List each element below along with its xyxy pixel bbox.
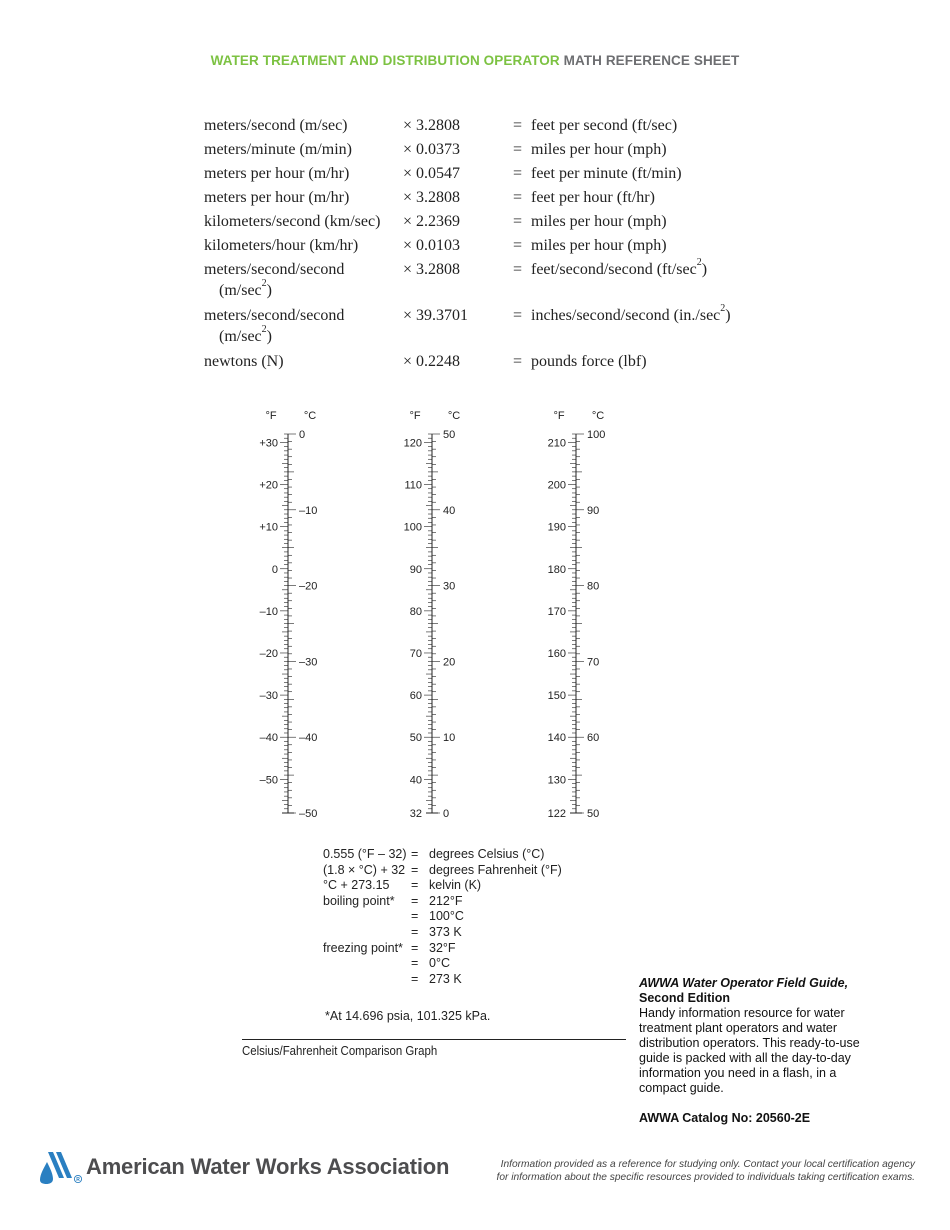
conversion-from: meters per hour (m/hr)	[204, 189, 350, 206]
conversion-from	[204, 305, 403, 347]
celsius-tick-label: 0	[443, 808, 450, 820]
formula-right: 100°C	[429, 909, 464, 924]
celsius-tick-label: 50	[587, 808, 600, 820]
conversion-equals: =	[513, 353, 523, 370]
disclaimer	[460, 1158, 915, 1184]
fahrenheit-tick-label: 130	[547, 774, 566, 787]
fahrenheit-tick-label: –50	[259, 774, 278, 787]
formula-row	[323, 847, 562, 863]
disclaimer-line: for information about the specific resources provided to individuals taking certification exams.	[496, 1172, 915, 1183]
conversion-row	[204, 235, 824, 256]
formula-row	[323, 941, 562, 957]
conversion-from: meters/second (m/sec)	[204, 117, 348, 134]
celsius-tick-label: –30	[299, 656, 318, 669]
conversion-result: miles per hour (mph)	[531, 237, 667, 254]
conversion-result: feet per hour (ft/hr)	[531, 189, 655, 206]
formula-left: 0.555 (°F – 32)	[323, 847, 407, 861]
conversion-from: kilometers/hour (km/hr)	[204, 237, 359, 254]
conversion-from-line1: meters/second/second	[204, 307, 345, 324]
conversion-result: miles per hour (mph)	[531, 141, 667, 158]
fahrenheit-tick-label: 100	[403, 521, 422, 534]
formula-left	[323, 956, 411, 972]
formula-equals: =	[411, 940, 419, 955]
fahrenheit-tick-label: 90	[409, 563, 422, 576]
fahrenheit-tick-label: 0	[271, 563, 278, 576]
promo-catalog: AWWA Catalog No: 20560-2E	[639, 1111, 811, 1125]
fahrenheit-tick-label: 190	[547, 521, 566, 534]
formula-right: 212°F	[429, 893, 463, 908]
fahrenheit-unit-label: °F	[265, 410, 277, 422]
formula-equals: =	[411, 847, 419, 861]
conversion-factor: × 3.2808	[403, 117, 461, 134]
fahrenheit-tick-label: +30	[259, 437, 278, 450]
conversion-factor: × 0.0373	[403, 141, 461, 158]
formula-row	[323, 878, 562, 894]
formula-row	[323, 972, 562, 988]
footnote: *At 14.696 psia, 101.325 kPa.	[325, 1009, 491, 1023]
celsius-unit-label: °C	[303, 410, 317, 422]
promo-title: AWWA Water Operator Field Guide,	[639, 976, 849, 990]
conversion-result: feet per minute (ft/min)	[531, 165, 682, 182]
fahrenheit-tick-label: –30	[259, 690, 278, 703]
celsius-tick-label: –10	[299, 504, 318, 517]
formula-equals: =	[411, 956, 419, 971]
fahrenheit-unit-label: °F	[409, 410, 421, 422]
celsius-unit-label: °C	[447, 410, 461, 422]
title-green: WATER TREATMENT AND DISTRIBUTION OPERATOR	[210, 53, 560, 68]
celsius-tick-label: 40	[443, 504, 456, 517]
formula-equals: =	[411, 909, 419, 924]
conversion-from	[204, 259, 403, 301]
promo-edition: Second Edition	[639, 991, 730, 1005]
formula-row	[323, 894, 562, 910]
promo-body: Handy information resource for water treatment plant operators and water distribution operators. This ready-to-use guide is packed with all the day-to-day information you need in a flash, in a compact guide.	[639, 1006, 860, 1095]
fahrenheit-tick-label: 150	[547, 690, 566, 703]
celsius-tick-label: 10	[443, 732, 456, 745]
conversion-row	[204, 139, 824, 160]
fahrenheit-tick-label: 140	[547, 732, 566, 745]
conversion-result: pounds force (lbf)	[531, 353, 647, 370]
celsius-tick-label: –20	[299, 580, 318, 593]
formula-left	[323, 909, 411, 925]
fahrenheit-tick-label: 120	[403, 437, 422, 450]
fahrenheit-tick-label: 122	[547, 808, 566, 820]
conversion-factor: × 0.0103	[403, 237, 461, 254]
formula-left	[323, 972, 411, 988]
celsius-tick-label: 80	[587, 580, 600, 593]
conversion-factor: × 3.2808	[403, 189, 461, 206]
fahrenheit-tick-label: 80	[409, 605, 422, 618]
celsius-tick-label: 30	[443, 580, 456, 593]
conversion-from-line1: meters/second/second	[204, 261, 345, 278]
conversion-factor: × 0.2248	[403, 353, 461, 370]
formula-row	[323, 909, 562, 925]
conversion-from-line2: $(m/\sec^2)$	[219, 324, 272, 345]
fahrenheit-tick-label: 40	[409, 774, 422, 787]
formula-right: 373 K	[429, 924, 462, 939]
conversion-result: miles per hour (mph)	[531, 213, 667, 230]
formula-left: freezing point*	[323, 940, 403, 955]
fahrenheit-unit-label: °F	[553, 410, 565, 422]
conversion-equals: =	[513, 165, 523, 182]
fahrenheit-tick-label: 110	[404, 479, 422, 492]
organization-name: American Water Works Association	[86, 1154, 450, 1179]
formula-right: 32°F	[429, 940, 456, 955]
conversion-row	[204, 351, 824, 372]
celsius-tick-label: 90	[587, 504, 600, 517]
conversion-result: feet per second (ft/sec)	[531, 117, 678, 134]
celsius-tick-label: 0	[299, 429, 306, 441]
water-drop-icon	[38, 1150, 84, 1184]
celsius-tick-label: 70	[587, 656, 600, 669]
celsius-tick-label: –40	[299, 732, 318, 745]
fahrenheit-tick-label: 50	[409, 732, 422, 745]
formula-equals: =	[411, 878, 419, 893]
formula-left	[323, 925, 411, 941]
caption-divider	[242, 1039, 626, 1040]
formula-right: 0°C	[429, 956, 450, 971]
conversion-from-line2: $(m/\sec^2)$	[219, 278, 272, 299]
fahrenheit-tick-label: 210	[547, 437, 566, 450]
fahrenheit-tick-label: 70	[409, 647, 422, 660]
conversion-factor: × 3.2808	[403, 261, 461, 278]
formula-left: (1.8 × °C) + 32	[323, 862, 406, 877]
formula-equals: =	[411, 924, 419, 939]
svg-text:R: R	[76, 1177, 80, 1183]
celsius-tick-label: 50	[443, 429, 456, 441]
fahrenheit-tick-label: 60	[409, 690, 422, 703]
conversion-equals: =	[513, 261, 523, 278]
conversion-equals: =	[513, 189, 523, 206]
conversion-equals: =	[513, 213, 523, 230]
formula-right: kelvin (K)	[429, 878, 482, 893]
celsius-tick-label: –50	[299, 808, 318, 820]
formula-equals: =	[411, 893, 419, 908]
graph-caption: Celsius/Fahrenheit Comparison Graph	[242, 1043, 438, 1058]
fahrenheit-tick-label: 160	[547, 647, 566, 660]
page-title	[0, 53, 950, 68]
conversion-equals: =	[513, 237, 523, 254]
celsius-unit-label: °C	[591, 410, 605, 422]
conversion-equals: =	[513, 141, 523, 158]
formula-row	[323, 863, 562, 879]
fahrenheit-tick-label: –20	[259, 647, 278, 660]
conversion-table	[204, 115, 824, 375]
formula-right: degrees Celsius (°C)	[429, 847, 545, 861]
fahrenheit-tick-label: +20	[259, 479, 278, 492]
celsius-tick-label: 20	[443, 656, 456, 669]
temperature-formulas	[323, 847, 562, 987]
conversion-from: kilometers/second (km/sec)	[204, 213, 381, 230]
fahrenheit-tick-label: 32	[409, 808, 422, 820]
conversion-row	[204, 163, 824, 184]
conversion-from: meters per hour (m/hr)	[204, 165, 350, 182]
conversion-from: newtons (N)	[204, 353, 284, 370]
conversion-result: feet/second/second $(ft/\sec^2)$	[531, 257, 708, 278]
formula-right: degrees Fahrenheit (°F)	[429, 862, 562, 877]
formula-left: °C + 273.15	[323, 878, 390, 893]
conversion-row	[204, 211, 824, 232]
formula-right: 273 K	[429, 971, 462, 986]
conversion-row	[204, 305, 824, 347]
fahrenheit-tick-label: +10	[259, 521, 278, 534]
formula-equals: =	[411, 862, 419, 877]
formula-row	[323, 925, 562, 941]
conversion-factor: × 0.0547	[403, 165, 461, 182]
conversion-factor: × 2.2369	[403, 213, 461, 230]
celsius-tick-label: 100	[587, 429, 606, 441]
conversion-row	[204, 115, 824, 136]
conversion-from: meters/minute (m/min)	[204, 141, 352, 158]
fahrenheit-tick-label: 200	[547, 479, 566, 492]
conversion-row	[204, 187, 824, 208]
conversion-result: inches/second/second $(in./\sec^2)$	[531, 303, 731, 324]
conversion-row	[204, 259, 824, 301]
awwa-logo	[38, 1150, 449, 1184]
formula-row	[323, 956, 562, 972]
conversion-factor: × 39.3701	[403, 307, 469, 324]
conversion-equals: =	[513, 307, 523, 324]
fahrenheit-tick-label: 170	[547, 605, 566, 618]
fahrenheit-tick-label: –40	[259, 732, 278, 745]
celsius-fahrenheit-graph	[0, 400, 700, 840]
formula-equals: =	[411, 971, 419, 986]
conversion-equals: =	[513, 117, 523, 134]
fahrenheit-tick-label: –10	[259, 605, 278, 618]
disclaimer-line: Information provided as a reference for studying only. Contact your local certification agency	[500, 1159, 915, 1170]
title-gray: MATH REFERENCE SHEET	[563, 53, 740, 68]
celsius-tick-label: 60	[587, 732, 600, 745]
promo-block	[639, 976, 879, 1126]
formula-left: boiling point*	[323, 893, 395, 908]
fahrenheit-tick-label: 180	[547, 563, 566, 576]
